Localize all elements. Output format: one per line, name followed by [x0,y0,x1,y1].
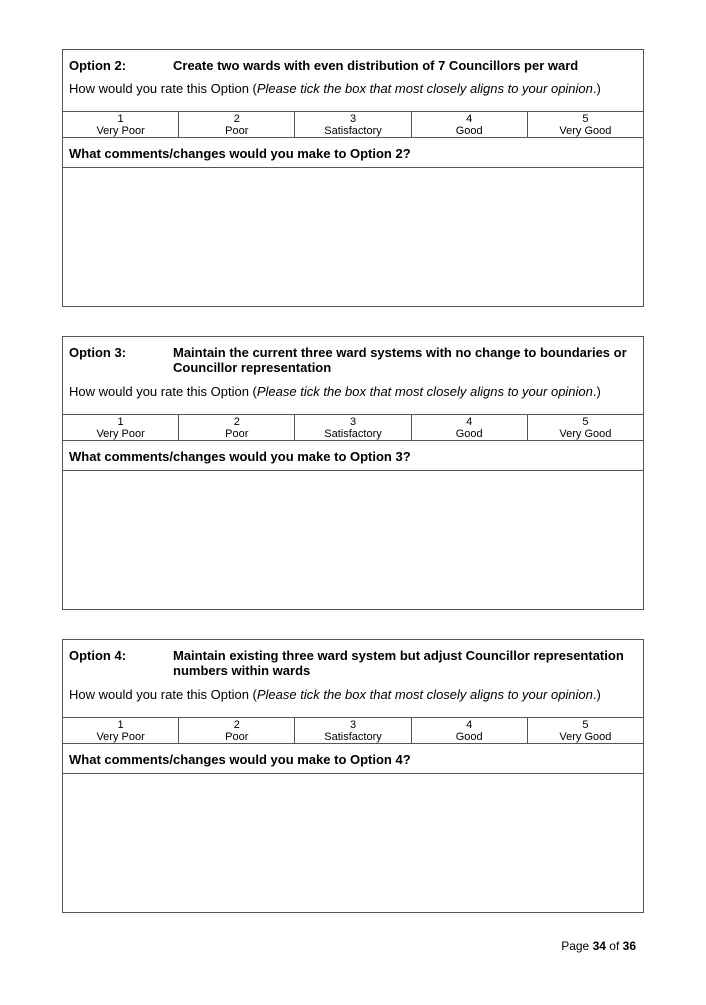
rating-box-2[interactable]: 2 Poor [178,415,294,440]
rating-box-3[interactable]: 3 Satisfactory [294,718,410,743]
rating-box-4[interactable]: 4 Good [411,112,527,137]
page-number: Page 34 of 36 [561,939,636,953]
comments-question: What comments/changes would you make to Option 4? [63,744,643,774]
rating-box-1[interactable]: 1 Very Poor [96,719,145,743]
option-header [63,50,643,112]
rate-question: How would you rate this Option (Please tick the box that most closely aligns to your opinion.) [69,687,601,702]
rating-box-4[interactable]: 4 Good [411,718,527,743]
option-label: Option 3: [69,345,127,360]
rating-box-3[interactable]: 3 Satisfactory [294,415,410,440]
option-2-form [62,49,644,307]
rating-box-2[interactable]: 2 Poor [178,112,294,137]
option-title: Maintain the current three ward systems with no change to boundaries or Councillor representation [173,345,627,375]
comments-question: What comments/changes would you make to Option 2? [63,138,643,168]
option-title: Create two wards with even distribution of 7 Councillors per ward [173,58,579,73]
option-3-form [62,336,644,610]
rating-scale [63,112,643,138]
option-4-form [62,639,644,913]
rating-box-5[interactable]: 5 Very Good [527,718,643,743]
option-label: Option 4: [69,648,127,663]
rating-scale [63,718,643,744]
comments-question: What comments/changes would you make to Option 3? [63,441,643,471]
comments-textarea[interactable] [63,471,643,609]
rating-box-5[interactable]: 5 Very Good [527,112,643,137]
rating-scale [63,415,643,441]
rating-box-1[interactable]: 1 Very Poor [96,113,145,137]
rate-question: How would you rate this Option (Please tick the box that most closely aligns to your opinion.) [69,384,601,399]
rating-box-3[interactable]: 3 Satisfactory [294,112,410,137]
option-header [63,337,643,415]
rate-question: How would you rate this Option (Please tick the box that most closely aligns to your opinion.) [69,81,601,96]
comments-textarea[interactable] [63,168,643,306]
option-title: Maintain existing three ward system but adjust Councillor representation numbers within wards [173,648,624,678]
rating-box-4[interactable]: 4 Good [411,415,527,440]
rating-box-5[interactable]: 5 Very Good [527,415,643,440]
rating-box-1[interactable]: 1 Very Poor [96,416,145,440]
option-header [63,640,643,718]
rating-box-2[interactable]: 2 Poor [178,718,294,743]
comments-textarea[interactable] [63,774,643,912]
option-label: Option 2: [69,58,127,73]
